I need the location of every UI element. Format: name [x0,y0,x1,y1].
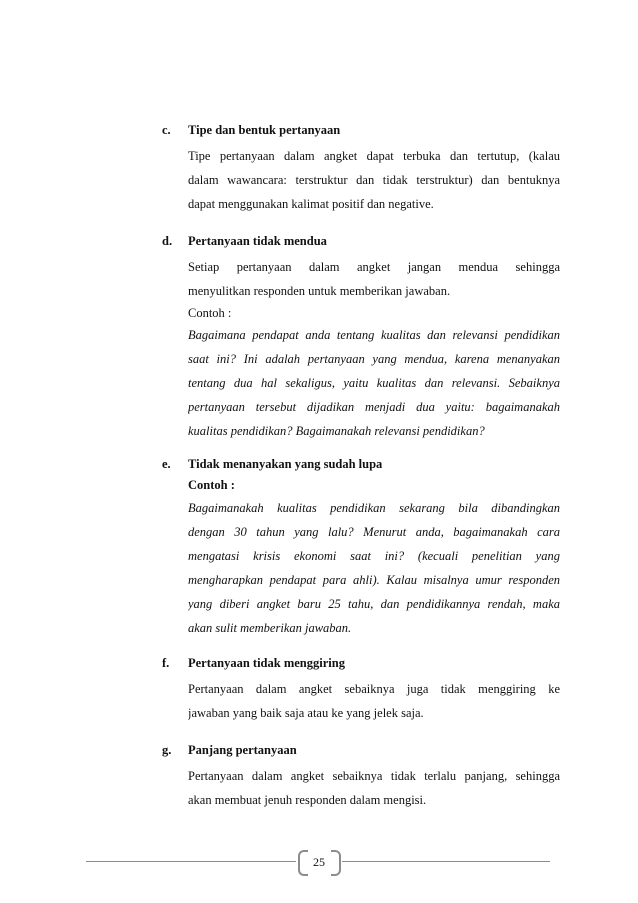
body-line: jawaban yang baik saja atau ke yang jelek saja. [188,706,424,720]
section-letter: c. [162,123,171,137]
contoh-label: Contoh : [188,478,235,492]
section-c [162,122,562,216]
example-line: saat ini? Ini adalah pertanyaan yang mendua, karena menanyakan [188,352,560,366]
section-heading [162,456,562,472]
example-line: dengan 30 tahun yang lalu? Menurut anda, bagaimanakah cara [188,525,560,539]
section-title: Pertanyaan tidak mendua [188,234,327,248]
example-line: tentang dua hal sekaligus, yaitu kualitas dan relevansi. Sebaiknya [188,376,560,390]
section-title: Panjang pertanyaan [188,743,297,757]
section-body [188,474,560,640]
section-body [188,764,560,812]
section-body [188,677,560,725]
body-line: Pertanyaan dalam angket sebaiknya juga tidak menggiring ke [188,682,560,696]
example-line: mengatasi krisis ekonomi saat ini? (kecuali penelitian yang [188,549,560,563]
footer-rule-left [86,861,296,862]
section-letter: e. [162,457,171,471]
example-line: Bagaimana pendapat anda tentang kualitas dan relevansi pendidikan [188,328,560,342]
section-body [188,144,560,216]
body-line: Setiap pertanyaan dalam angket jangan mendua sehingga [188,260,560,274]
example-line: Bagaimanakah kualitas pendidikan sekarang bila dibandingkan [188,501,560,515]
section-title: Tidak menanyakan yang sudah lupa [188,457,383,471]
body-line: Tipe pertanyaan dalam angket dapat terbuka dan tertutup, (kalau [188,149,560,163]
body-line: dalam wawancara: terstruktur dan tidak terstruktur) dan bentuknya [188,173,560,187]
section-letter: d. [162,234,173,248]
section-title: Tipe dan bentuk pertanyaan [188,123,341,137]
section-body [188,255,560,443]
page-number: 25 [313,855,325,869]
section-e [162,456,562,640]
section-heading [162,122,562,138]
body-line: menyulitkan responden untuk memberikan jawaban. [188,284,451,298]
example-line: yang diberi angket baru 25 tahu, dan pendidikannya rendah, maka [188,597,560,611]
body-line: Pertanyaan dalam angket sebaiknya tidak terlalu panjang, sehingga [188,769,560,783]
section-heading [162,233,562,249]
footer-rule-right [342,861,550,862]
section-d [162,233,562,443]
section-letter: f. [162,656,170,670]
body-line: dapat menggunakan kalimat positif dan negative. [188,197,434,211]
example-line: mengharapkan pendapat para ahli). Kalau misalnya umur responden [188,573,560,587]
body-line: akan membuat jenuh responden dalam mengisi. [188,793,427,807]
section-heading [162,742,562,758]
section-heading [162,655,562,671]
section-g [162,742,562,812]
section-title: Pertanyaan tidak menggiring [188,656,345,670]
contoh-label: Contoh : [188,306,232,320]
example-line: kualitas pendidikan? Bagaimanakah relevansi pendidikan? [188,424,485,438]
section-f [162,655,562,725]
example-line: akan sulit memberikan jawaban. [188,621,352,635]
section-letter: g. [162,743,172,757]
example-line: pertanyaan tersebut dijadikan menjadi dua yaitu: bagaimanakah [188,400,560,414]
